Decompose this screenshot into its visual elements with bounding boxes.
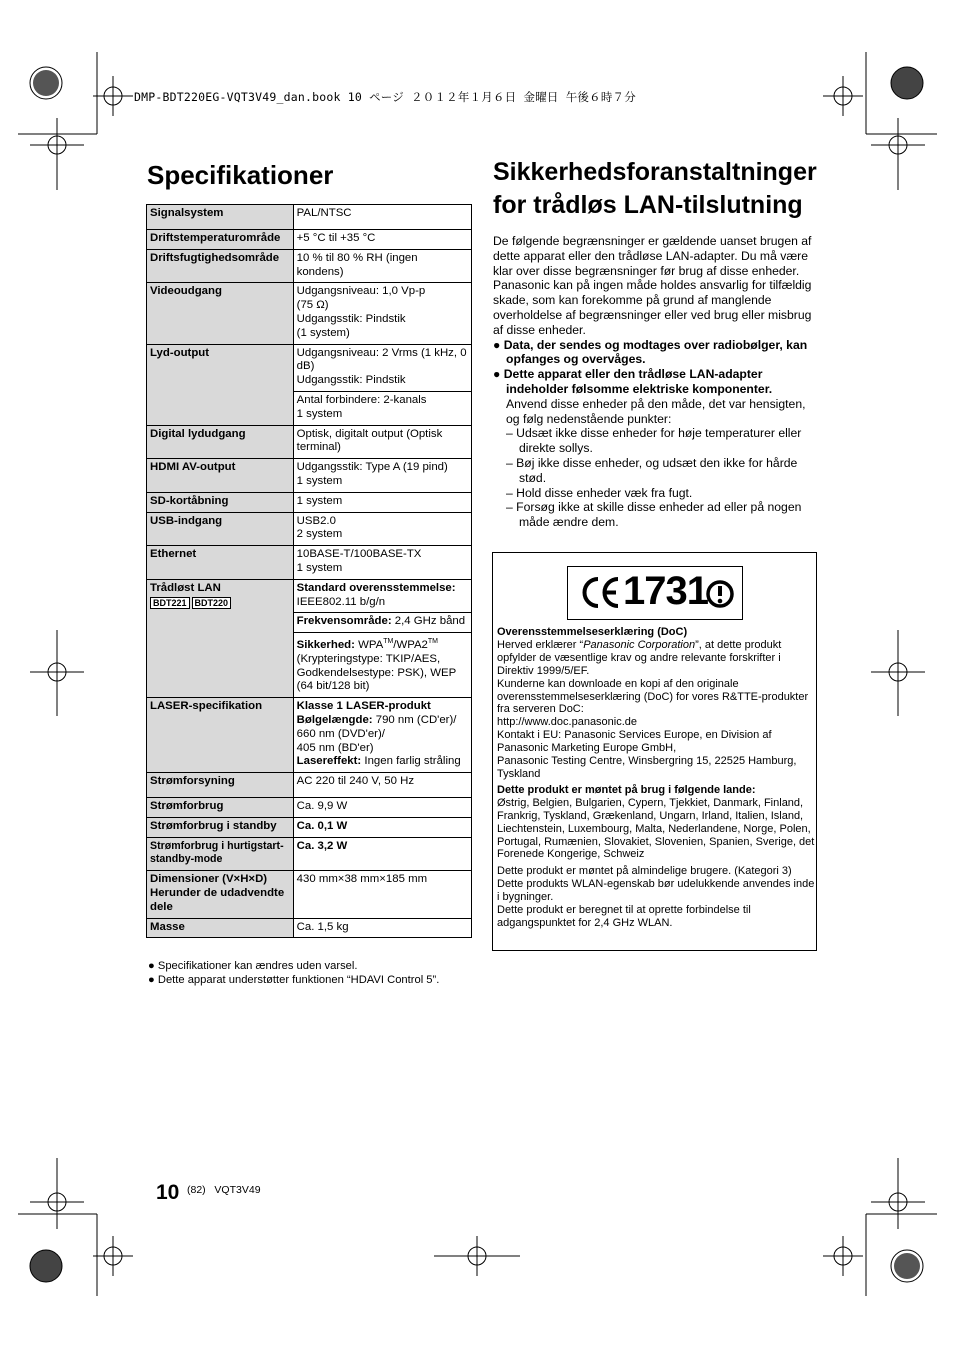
spec-value xyxy=(293,633,471,698)
spec-value: Ca. 3,2 W xyxy=(293,837,471,871)
spec-value xyxy=(293,512,471,546)
spec-value xyxy=(293,546,471,580)
table-row xyxy=(147,773,472,798)
trademark: TM xyxy=(427,638,439,646)
spec-label: Masse xyxy=(147,918,294,938)
spec-value xyxy=(293,391,471,425)
spec-line: Standard overensstemmelse: xyxy=(296,581,456,594)
doc-text-part: Herved erklærer “ xyxy=(497,638,584,651)
dash-item: – Udsæt ikke disse enheder for høje temperaturer eller direkte sollys. xyxy=(506,426,802,456)
paragraph: Dette produkt er beregnet til at oprette forbindelse til adgangspunktet for 2,4 GHz WLAN. xyxy=(497,904,751,929)
spec-sub-label: Sikkerhed: xyxy=(296,638,355,651)
paragraph: Dette produkts WLAN-egenskab bør udelukkende anvendes inde i bygninger. xyxy=(497,878,815,904)
spec-line: Udgangsstik: Type A (19 pind) xyxy=(296,461,448,474)
wlan-intro xyxy=(493,234,819,530)
bullet-item: ● Data, der sendes og modtages over radiobølger, kan opfanges og overvåges. xyxy=(493,337,808,367)
spec-line: 660 nm (DVD'er)/ xyxy=(296,727,385,740)
spec-line: (Krypteringstype: TKIP/AES, Godkendelsestype: PSK), WEP (64 bit/128 bit) xyxy=(296,652,456,693)
spec-value xyxy=(293,283,471,344)
paragraph: Kunderne kan downloade en kopi af den originale overensstemmelseserklæring (DoC) for vores R&TTE-produkter fra serveren DoC: xyxy=(497,677,809,716)
model-tag: BDT221 xyxy=(150,597,190,609)
table-row xyxy=(147,546,472,580)
spec-line: Udgangsstik: Pindstik xyxy=(296,312,406,325)
dash-item: – Hold disse enheder væk fra fugt. xyxy=(506,485,693,500)
spec-label: Dimensioner (V×H×D) Herunder de udadvendte dele xyxy=(147,871,294,918)
spec-line: Udgangsniveau: 1,0 Vp-p xyxy=(296,285,426,298)
spec-value: 1 system xyxy=(293,492,471,512)
spec-label: HDMI AV-output xyxy=(147,459,294,493)
doc-url: http://www.doc.panasonic.de xyxy=(497,716,638,729)
table-row xyxy=(147,205,472,230)
spec-sub-label: Lasereffekt: xyxy=(296,755,362,768)
spec-label: Driftstemperaturområde xyxy=(147,230,294,250)
specifications-table xyxy=(146,204,472,938)
spec-sub-label: Frekvensområde: xyxy=(296,615,392,628)
table-row xyxy=(147,425,472,459)
doc-text-part: ”, at dette produkt opfylder de væsentlige krav og andre relevante forskrifter i Direktiv 1999/5/EF. xyxy=(497,638,782,677)
table-row xyxy=(147,249,472,283)
table-row xyxy=(147,459,472,493)
page-code: (82) VQT3V49 xyxy=(187,1184,261,1196)
spec-label: Signalsystem xyxy=(147,205,294,230)
spec-line: 405 nm (BD'er) xyxy=(296,741,374,754)
table-row xyxy=(147,579,472,613)
spec-label: Strømforbrug i standby xyxy=(147,817,294,837)
spec-label: Videoudgang xyxy=(147,283,294,344)
paragraph: Anvend disse enheder på den måde, det var hensigten, og følg nedenstående punkter: xyxy=(506,396,806,426)
spec-label: Digital lydudgang xyxy=(147,425,294,459)
spec-line: Antal forbindere: 2-kanals xyxy=(296,393,427,406)
print-header: DMP-BDT220EG-VQT3V49_dan.book 10 ページ ２０１２年１月６日 金曜日 午後６時７分 xyxy=(134,90,636,104)
spec-line: (75 Ω) xyxy=(296,299,329,312)
spec-line: Udgangsniveau: 2 Vrms (1 kHz, 0 dB) xyxy=(296,346,467,373)
spec-sub-value: 2,4 GHz bånd xyxy=(394,615,466,628)
doc-heading: Overensstemmelseserklæring (DoC) xyxy=(497,626,688,638)
spec-label: SD-kortåbning xyxy=(147,492,294,512)
spec-label: Strømforsyning xyxy=(147,773,294,798)
spec-label: LASER-specifikation xyxy=(147,698,294,773)
countries-heading: Dette produkt er møntet på brug i følgende lande: xyxy=(497,783,756,796)
dash-item: – Bøj ikke disse enheder, og udsæt den ikke for hårde stød. xyxy=(506,455,798,485)
spec-line: 1 system xyxy=(296,561,343,574)
spec-label: Strømforbrug xyxy=(147,798,294,818)
spec-line: (1 system) xyxy=(296,326,350,339)
countries-list: Østrig, Belgien, Bulgarien, Cypern, Tjekkiet, Danmark, Finland, Frankrig, Tyskland, Grækenland, Ungarn, Irland, Italien, Island, Liechtenstein, Luxembourg, Malta, Nederlandene, Norge, Polen, Portugal, Rumænien, Slovakiet, Slovenien, Spanien, Sverige, det Forenede Kongerige, Schweiz xyxy=(497,796,815,861)
spec-sub-label: Bølgelængde: xyxy=(296,713,373,726)
spec-value: +5 °C til +35 °C xyxy=(293,230,471,250)
paragraph: Dette produkt er møntet på almindelige brugere. (Kategori 3) xyxy=(497,865,792,878)
spec-notes xyxy=(148,960,439,987)
dash-item: – Forsøg ikke at skille disse enheder ad eller på nogen måde ændre dem. xyxy=(506,500,802,530)
spec-sub-value: WPA xyxy=(358,638,384,651)
spec-value: Ca. 9,9 W xyxy=(293,798,471,818)
table-row xyxy=(147,698,472,773)
spec-value: Optisk, digitalt output (Optisk terminal) xyxy=(293,425,471,459)
paragraph: Panasonic kan på ingen måde holdes ansvarlig for tilfældig skade, som kan forekomme på grund af manglende overholdelse af begrænsninger eller ved brug eller misbrug af disse enheder. xyxy=(493,278,812,337)
spec-value xyxy=(293,344,471,391)
table-row xyxy=(147,798,472,818)
spec-line: Klasse 1 LASER-produkt xyxy=(296,700,431,713)
spec-value: 430 mm×38 mm×185 mm xyxy=(293,871,471,918)
spec-value: 10 % til 80 % RH (ingen kondens) xyxy=(293,249,471,283)
spec-sub-value: /WPA2 xyxy=(393,638,428,651)
note-item: ● Specifikationer kan ændres uden varsel. xyxy=(148,960,358,972)
spec-line: 1 system xyxy=(296,474,343,487)
paragraph: Panasonic Testing Centre, Winsbergring 15, 22525 Hamburg, Tyskland xyxy=(497,755,797,780)
spec-label: Driftsfugtighedsområde xyxy=(147,249,294,283)
wlan-safety-title: Sikkerhedsforanstaltninger for trådløs LAN-tilslutning xyxy=(493,158,817,219)
table-row xyxy=(147,837,472,871)
paragraph: De følgende begrænsninger er gældende uanset brugen af dette apparat eller den trådløse LAN-adapter. Du må være klar over disse begrænsninger før brug af disse enheder. xyxy=(493,234,812,278)
spec-sub-value: 790 nm (CD'er)/ xyxy=(375,713,457,726)
table-row xyxy=(147,512,472,546)
page-number: 10 xyxy=(156,1181,180,1204)
note-item: ● Dette apparat understøtter funktionen “HDAVI Control 5”. xyxy=(148,973,440,986)
spec-label-text: Trådløst LAN xyxy=(150,581,221,594)
doc-text xyxy=(497,626,815,930)
spec-line: 2 system xyxy=(296,528,343,541)
spec-label: Ethernet xyxy=(147,546,294,580)
table-row xyxy=(147,918,472,938)
paragraph: Kontakt i EU: Panasonic Services Europe, en Division af Panasonic Marketing Europe GmbH, xyxy=(497,729,772,755)
table-row xyxy=(147,344,472,391)
spec-line: USB2.0 xyxy=(296,514,336,527)
specifications-title: Specifikationer xyxy=(147,160,334,190)
table-row xyxy=(147,230,472,250)
spec-value xyxy=(293,459,471,493)
spec-label: Lyd-output xyxy=(147,344,294,425)
spec-line: Udgangsstik: Pindstik xyxy=(296,374,406,387)
spec-value xyxy=(293,579,471,613)
spec-line: IEEE802.11 b/g/n xyxy=(296,595,386,608)
ce-number: 1731 xyxy=(623,569,708,613)
spec-value: PAL/NTSC xyxy=(293,205,471,230)
table-row xyxy=(147,492,472,512)
bullet-item: ● Dette apparat eller den trådløse LAN-adapter indeholder følsomme elektriske komponenter. xyxy=(493,367,773,396)
table-row xyxy=(147,871,472,918)
spec-line: 1 system xyxy=(296,407,343,420)
model-tag: BDT220 xyxy=(192,597,232,609)
spec-value: Ca. 0,1 W xyxy=(293,817,471,837)
table-row xyxy=(147,283,472,344)
spec-value: AC 220 til 240 V, 50 Hz xyxy=(293,773,471,798)
spec-label-wlan xyxy=(147,579,294,697)
spec-sub-value: Ingen farlig stråling xyxy=(364,755,461,768)
spec-line: 10BASE-T/100BASE-TX xyxy=(296,548,422,561)
spec-label: USB-indgang xyxy=(147,512,294,546)
spec-value: Ca. 1,5 kg xyxy=(293,918,471,938)
spec-value xyxy=(293,698,471,773)
trademark: TM xyxy=(383,638,394,646)
ce-mark xyxy=(567,566,743,620)
spec-label: Strømforbrug i hurtigstart-standby-mode xyxy=(147,837,294,871)
spec-value xyxy=(293,613,471,633)
table-row xyxy=(147,817,472,837)
company-name: Panasonic Corporation xyxy=(583,638,696,651)
